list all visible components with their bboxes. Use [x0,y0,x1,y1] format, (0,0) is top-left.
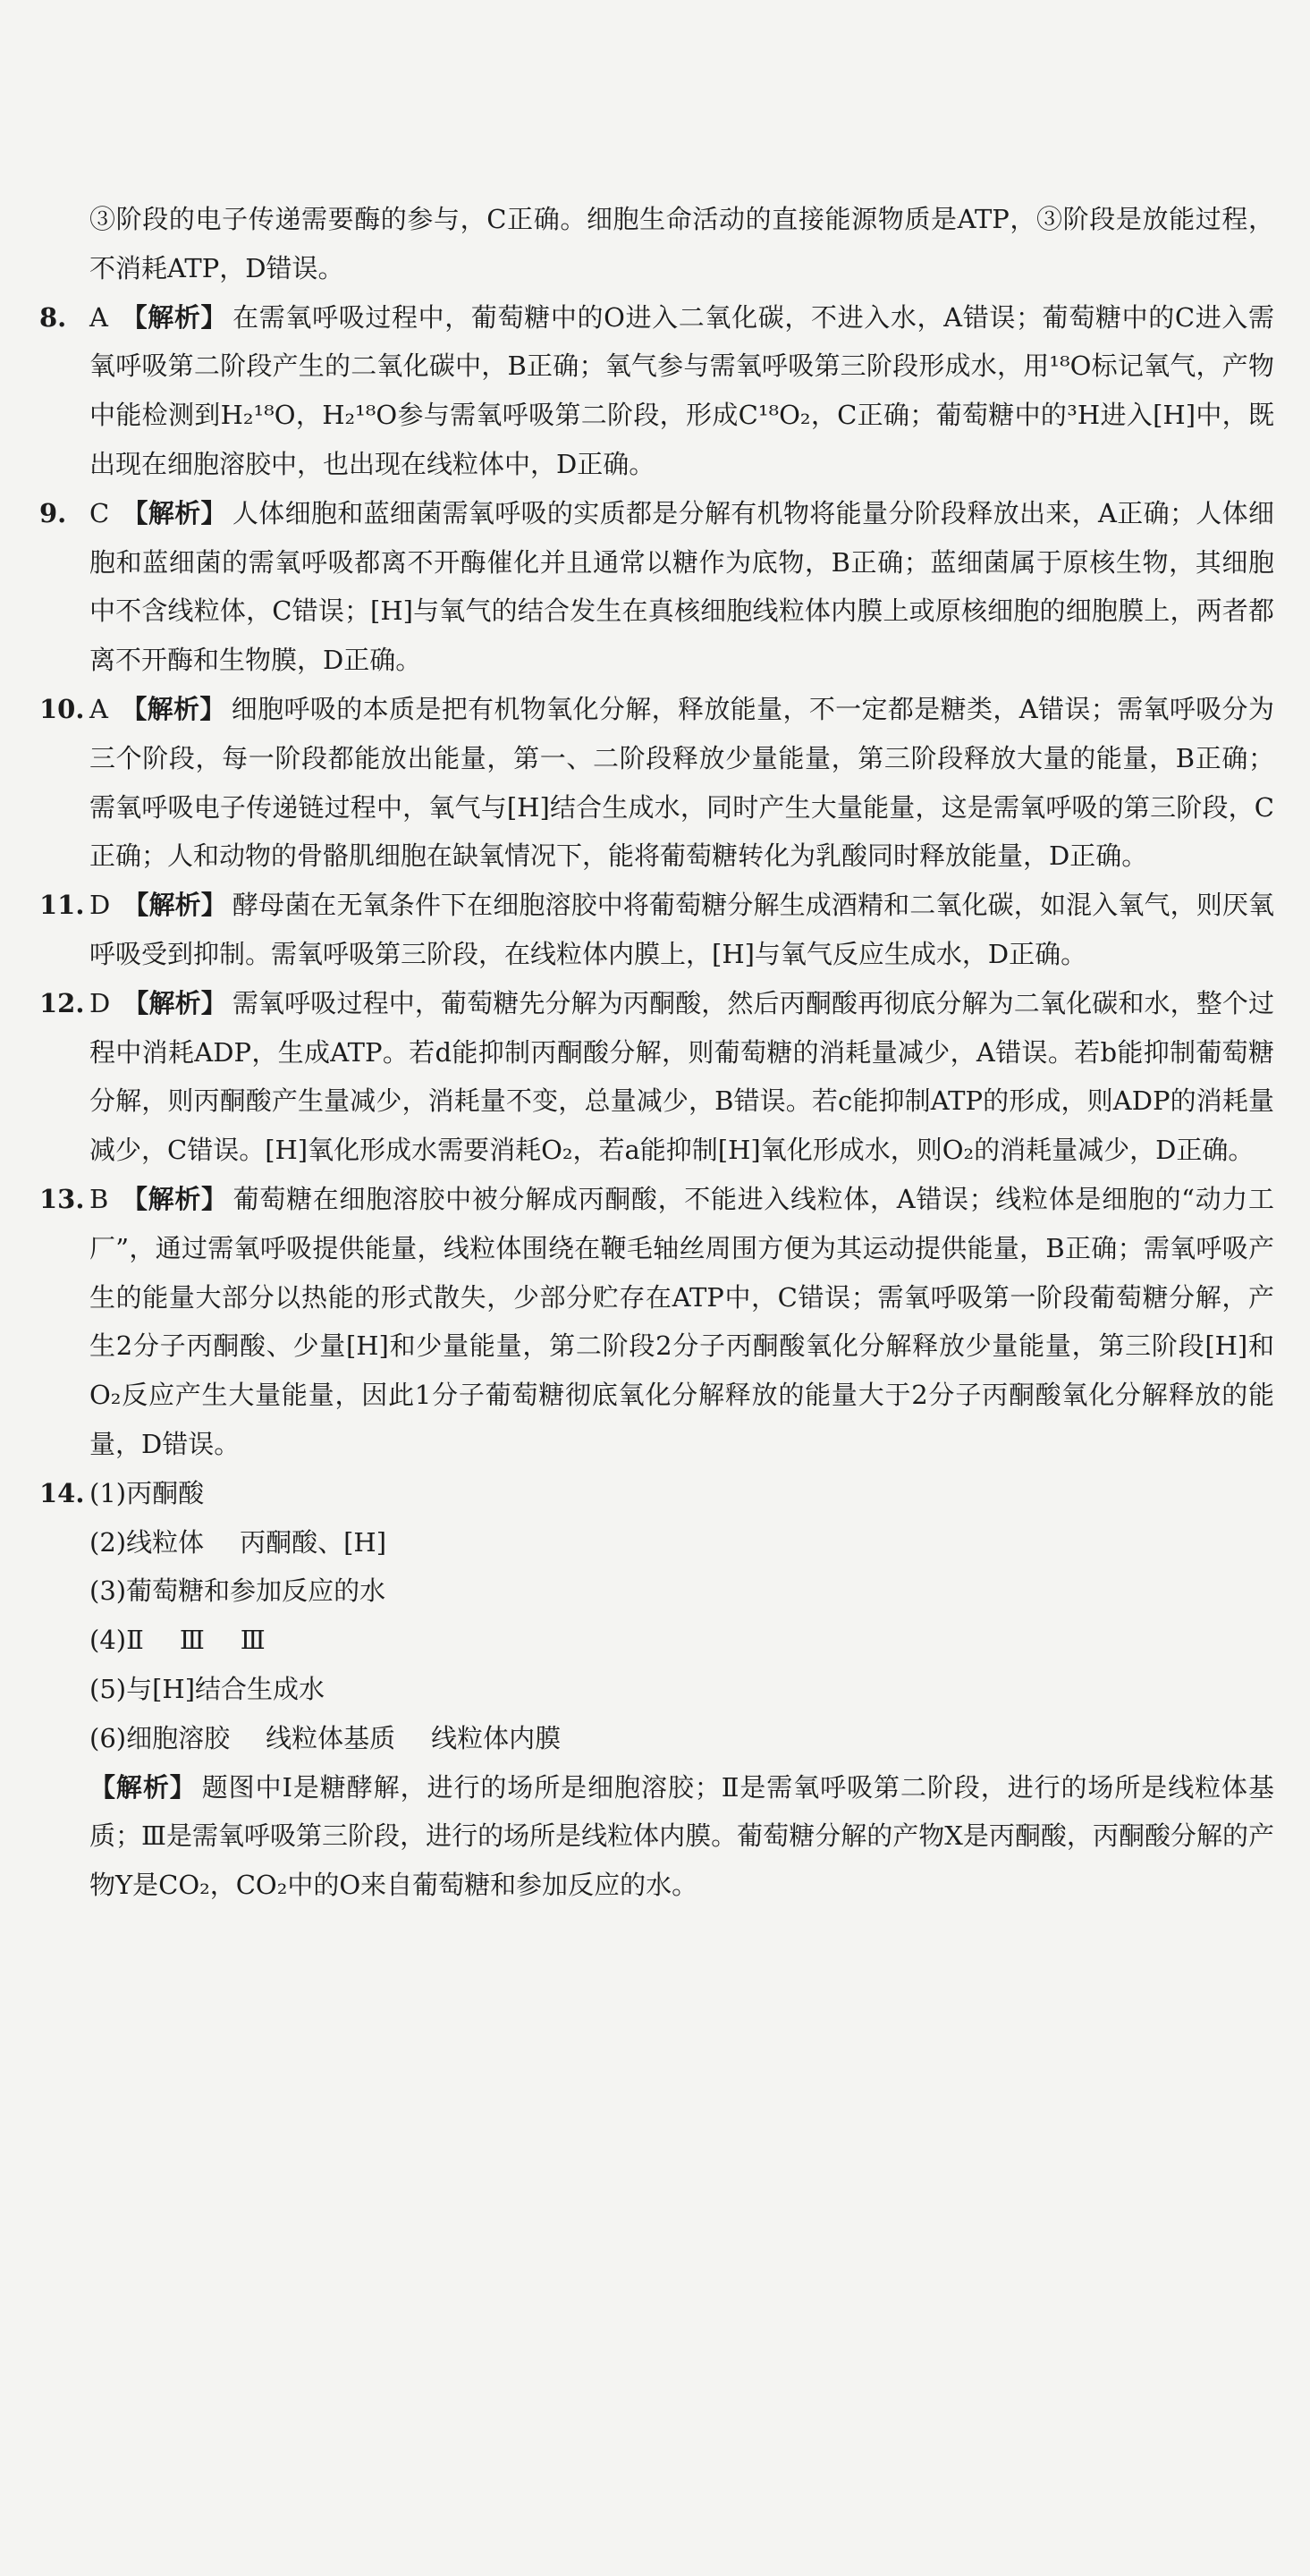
answer-item [39,685,1274,881]
sub-answer-part: Ⅱ [126,1625,144,1656]
analysis-tag: 【解析】 [123,890,227,921]
answer-item [39,979,1274,1175]
q14-sub-answer [89,1616,1274,1665]
q14-answer-list [89,1469,1274,1763]
answer-choice: C [89,497,110,528]
question-number: 9. [39,497,67,528]
sub-answer-part: 线粒体内膜 [431,1722,562,1753]
question-number: 12. [39,987,85,1018]
q14-sub-answer [89,1469,1274,1518]
analysis-text: 葡萄糖在细胞溶胶中被分解成丙酮酸，不能进入线粒体，A错误；线粒体是细胞的“动力工厂”，通过需氧呼吸提供能量，线粒体围绕在鞭毛轴丝周围方便为其运动提供能量，B正确；需氧呼吸产生的能量大部分以热能的形式散失，少部分贮存在ATP中，C错误；需氧呼吸第一阶段葡萄糖分解，产生2分子丙酮酸、少量[H]和少量能量，第二阶段2分子丙酮酸氧化分解释放少量能量，第三阶段[H]和O₂反应产生大量能量，因此1分子葡萄糖彻底氧化分解释放的能量大于2分子丙酮酸氧化分解释放的能量，D错误。 [89,1183,1274,1459]
sub-answer-part: Ⅲ [240,1625,266,1656]
answer-item [39,293,1274,489]
sub-answer-part: 丙酮酸 [126,1477,205,1508]
answer-choice: D [89,890,111,921]
sub-answer-part: 葡萄糖和参加反应的水 [126,1575,386,1607]
analysis-text: 人体细胞和蓝细菌需氧呼吸的实质都是分解有机物将能量分阶段释放出来，A正确；人体细胞和蓝细菌的需氧呼吸都离不开酶催化并且通常以糖作为底物，B正确；蓝细菌属于原核生物，其细胞中不含线粒体，C错误；[H]与氧气的结合发生在真核细胞线粒体内膜上或原核细胞的细胞膜上，两者都离不开酶和生物膜，D正确。 [89,497,1274,676]
sub-answer-label: (5) [89,1673,127,1704]
question-number: 10. [39,693,85,724]
sub-answer-part: 与[H]结合生成水 [126,1673,325,1704]
sub-answer-part: 线粒体基质 [266,1722,396,1753]
q14-sub-answer [89,1518,1274,1567]
analysis-text: 在需氧呼吸过程中，葡萄糖中的O进入二氧化碳，不进入水，A错误；葡萄糖中的C进入需氧呼吸第二阶段产生的二氧化碳中，B正确；氧气参与需氧呼吸第三阶段形成水，用¹⁸O标记氧气，产物中能检测到H₂¹⁸O，H₂¹⁸O参与需氧呼吸第二阶段，形成C¹⁸O₂，C正确；葡萄糖中的³H进入[H]中，既出现在细胞溶胶中，也出现在线粒体中，D正确。 [89,301,1274,479]
analysis-tag: 【解析】 [120,693,226,724]
sub-answer-part: Ⅲ [179,1625,205,1656]
answer-choice: A [89,693,108,724]
question-number: 14. [39,1477,85,1508]
continuation-text: ③阶段的电子传递需要酶的参与，C正确。细胞生命活动的直接能源物质是ATP，③阶段是放能过程，不消耗ATP，D错误。 [89,204,1274,283]
analysis-tag: 【解析】 [120,301,228,333]
answer-choice: A [89,301,108,333]
sub-answer-part: 丙酮酸、[H] [240,1526,387,1558]
q14-sub-answer [89,1567,1274,1616]
answer-item [39,1175,1274,1469]
question-number: 11. [39,890,85,921]
sub-answer-label: (6) [89,1722,127,1753]
sub-answer-label: (4) [89,1625,127,1656]
question-14 [39,1469,1274,1910]
analysis-tag: 【解析】 [122,497,227,528]
sub-answer-part: 线粒体 [126,1526,205,1558]
sub-answer-label: (2) [89,1526,127,1558]
answer-list [39,293,1274,1469]
sub-answer-part: 细胞溶胶 [126,1722,231,1753]
question-number: 8. [39,301,67,333]
analysis-text: 需氧呼吸过程中，葡萄糖先分解为丙酮酸，然后丙酮酸再彻底分解为二氧化碳和水，整个过程中消耗ADP，生成ATP。若d能抑制丙酮酸分解，则葡萄糖的消耗量减少，A错误。若b能抑制葡萄糖分解，则丙酮酸产生量减少，消耗量不变，总量减少，B错误。若c能抑制ATP的形成，则ADP的消耗量减少，C错误。[H]氧化形成水需要消耗O₂，若a能抑制[H]氧化形成水，则O₂的消耗量减少，D正确。 [89,987,1274,1166]
q14-sub-answer [89,1714,1274,1763]
answer-item [39,489,1274,685]
q14-sub-answer [89,1665,1274,1714]
analysis-tag: 【解析】 [121,1183,228,1214]
question-number: 13. [39,1183,85,1214]
q14-analysis-text: 题图中Ⅰ是糖酵解，进行的场所是细胞溶胶；Ⅱ是需氧呼吸第二阶段，进行的场所是线粒体基质；Ⅲ是需氧呼吸第三阶段，进行的场所是线粒体内膜。葡萄糖分解的产物X是丙酮酸，丙酮酸分解的产物Y是CO₂，CO₂中的O来自葡萄糖和参加反应的水。 [89,1771,1274,1901]
analysis-text: 细胞呼吸的本质是把有机物氧化分解，释放能量，不一定都是糖类，A错误；需氧呼吸分为三个阶段，每一阶段都能放出能量，第一、二阶段释放少量能量，第三阶段释放大量的能量，B正确；需氧呼吸电子传递链过程中，氧气与[H]结合生成水，同时产生大量能量，这是需氧呼吸的第三阶段，C正确；人和动物的骨骼肌细胞在缺氧情况下，能将葡萄糖转化为乳酸同时释放能量，D正确。 [89,693,1274,872]
q14-analysis [89,1763,1274,1910]
analysis-tag: 【解析】 [123,987,227,1018]
sub-answer-label: (3) [89,1575,127,1607]
sub-answer-label: (1) [89,1477,127,1508]
answer-choice: D [89,987,111,1018]
analysis-text: 酵母菌在无氧条件下在细胞溶胶中将葡萄糖分解生成酒精和二氧化碳，如混入氧气，则厌氧呼吸受到抑制。需氧呼吸第三阶段，在线粒体内膜上，[H]与氧气反应生成水，D正确。 [89,890,1274,969]
analysis-tag: 【解析】 [89,1771,197,1803]
answer-item [39,881,1274,979]
answer-choice: B [89,1183,109,1214]
